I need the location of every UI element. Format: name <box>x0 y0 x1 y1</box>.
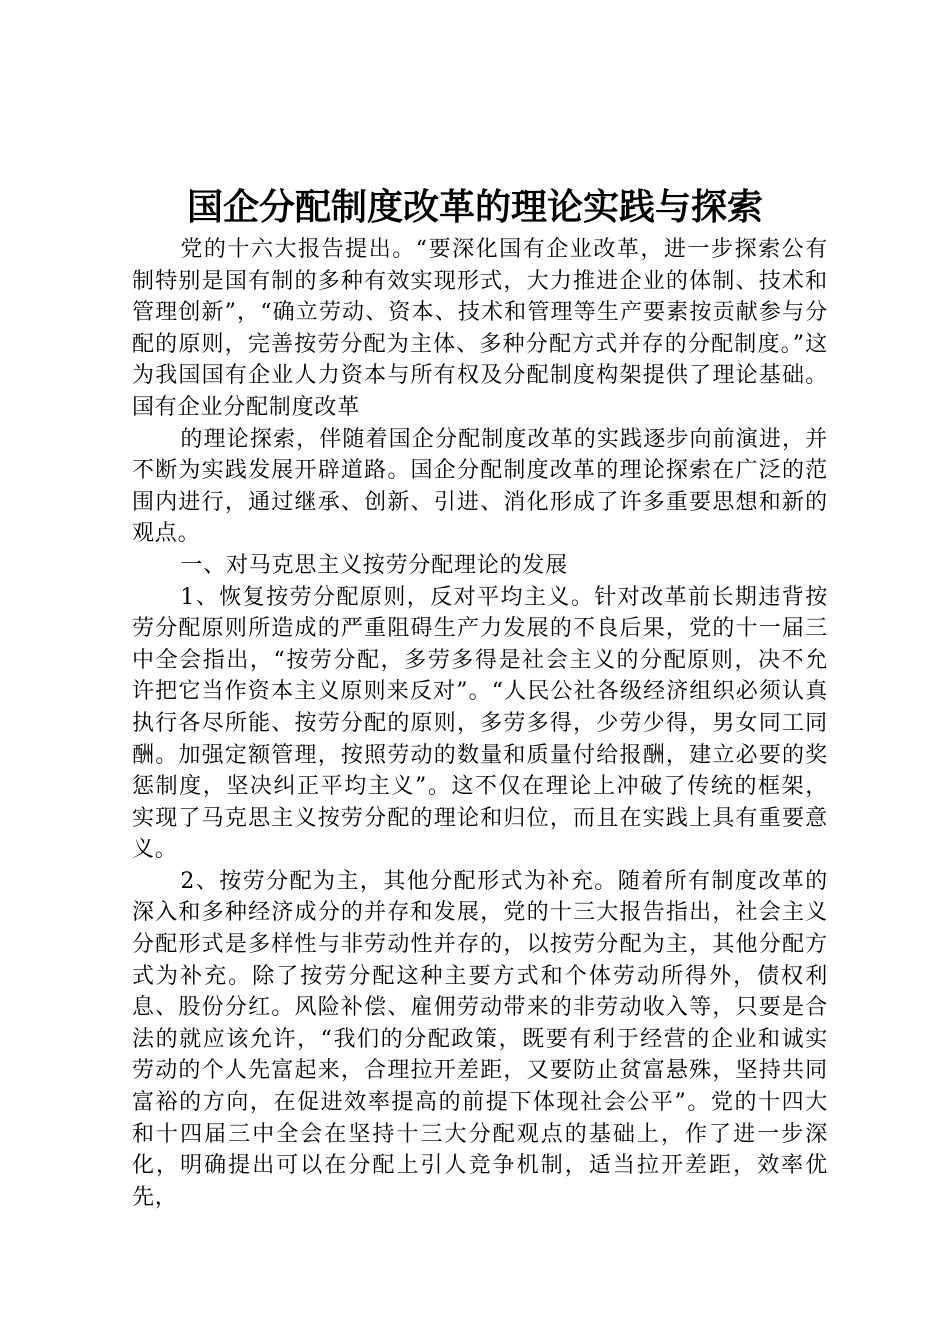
document-body <box>132 234 828 1213</box>
paragraph-theory-exploration: 的理论探索，伴随着国企分配制度改革的实践逐步向前演进，并不断为实践发展开辟道路。国企分配制度改革的理论探索在广泛的范围内进行，通过继承、创新、引进、消化形成了许多重要思想和新的观点。 <box>132 426 828 547</box>
section-heading-1: 一、对马克思主义按劳分配理论的发展 <box>180 552 568 578</box>
paragraph-point-2: 2、按劳分配为主，其他分配形式为补充。随着所有制度改革的深入和多种经济成分的并存和发展，党的十三大报告指出，社会主义分配形式是多样性与非劳动性并存的，以按劳分配为主，其他分配方式为补充。除了按劳分配这种主要方式和个体劳动所得外，债权利息、股份分红。风险补偿、雇佣劳动带来的非劳动收入等，只要是合法的就应该允许，“我们的分配政策，既要有利于经营的企业和诚实劳动的个人先富起来，合理拉开差距，又要防止贫富悬殊，坚持共同富裕的方向，在促进效率提高的前提下体现社会公平”。党的十四大和十四届三中全会在坚持十三大分配观点的基础上，作了进一步深化，明确提出可以在分配上引人竞争机制，适当拉开差距，效率优先， <box>132 868 828 1210</box>
paragraph-intro: 党的十六大报告提出。“要深化国有企业改革，进一步探索公有制特别是国有制的多种有效实现形式，大力推进企业的体制、技术和管理创新”，“确立劳动、资本、技术和管理等生产要素按贡献参与分配的原则，完善按劳分配为主体、多种分配方式并存的分配制度。”这为我国国有企业人力资本与所有权及分配制度构架提供了理论基础。国有企业分配制度改革 <box>132 237 828 420</box>
document-title: 国企分配制度改革的理论实践与探索 <box>186 186 763 228</box>
paragraph-point-1: 1、恢复按劳分配原则，反对平均主义。针对改革前长期违背按劳分配原则所造成的严重阻碍生产力发展的不良后果，党的十一届三中全会指出，“按劳分配，多劳多得是社会主义的分配原则，决不允许把它当作资本主义原则来反对”。“人民公社各级经济组织必须认真执行各尽所能、按劳分配的原则，多劳多得，少劳少得，男女同工同酬。加强定额管理，按照劳动的数量和质量付给报酬，建立必要的奖惩制度，坚决纠正平均主义”。这不仅在理论上冲破了传统的框架，实现了马克思主义按劳分配的理论和归位，而且在实践上具有重要意义。 <box>132 584 828 863</box>
